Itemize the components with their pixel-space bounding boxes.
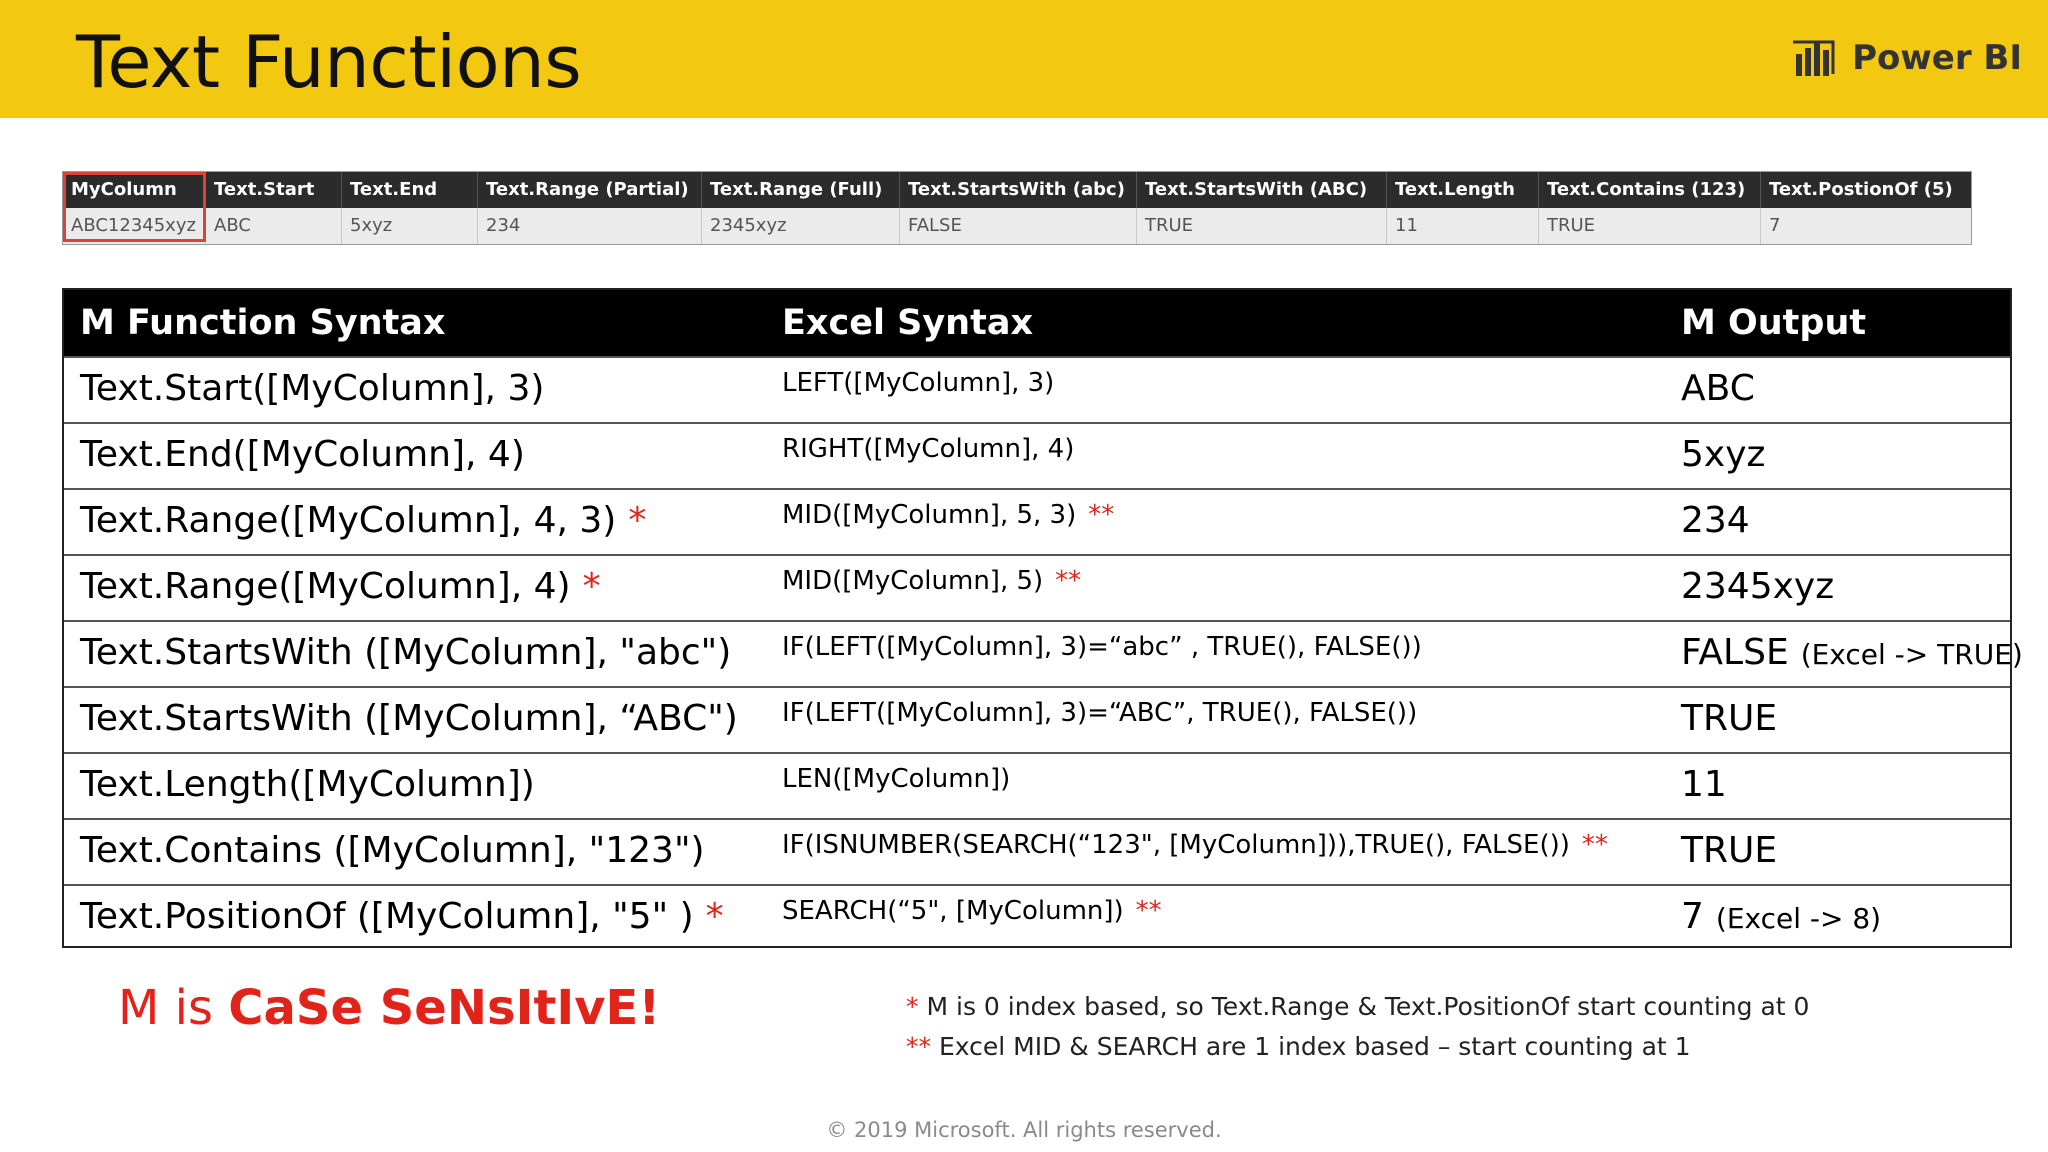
excel-syntax-text: SEARCH(“5", [MyColumn]): [782, 896, 1124, 926]
header-excel-syntax: Excel Syntax: [782, 303, 1034, 343]
m-output-text: 2345xyz: [1681, 566, 1835, 607]
table-row: [64, 620, 2023, 686]
sample-header-cell: Text.Start: [206, 172, 342, 208]
footnote-text: M is 0 index based, so Text.Range & Text.PositionOf start counting at 0: [926, 992, 1810, 1021]
m-syntax-text: Text.Contains ([MyColumn], "123"): [80, 830, 705, 871]
index-footnote-mark: **: [1055, 566, 1082, 596]
excel-syntax-cell: [782, 622, 1422, 686]
m-syntax-cell: [80, 424, 525, 488]
m-syntax-cell: [80, 688, 738, 752]
m-output-cell: [1681, 556, 1834, 620]
m-output-text: 11: [1681, 764, 1727, 805]
logo-text: Power BI: [1852, 38, 2022, 78]
table-row: [64, 884, 2010, 950]
sample-header-cell: Text.Range (Partial): [478, 172, 702, 208]
sample-data-cell: 7: [1769, 215, 1781, 236]
m-syntax-cell: [80, 886, 724, 950]
sample-header-cell: Text.PostionOf (5): [1769, 179, 1953, 200]
sample-data-cell: FALSE: [900, 208, 1137, 244]
copyright: © 2019 Microsoft. All rights reserved.: [826, 1118, 1222, 1142]
index-footnote-mark: **: [1088, 500, 1115, 530]
m-output-text: TRUE: [1681, 830, 1778, 871]
m-output-text: FALSE: [1681, 632, 1789, 673]
table-row: [64, 488, 2010, 554]
m-syntax-text: Text.Range([MyColumn], 4): [80, 566, 571, 607]
m-syntax-text: Text.Range([MyColumn], 4, 3): [80, 500, 617, 541]
excel-syntax-cell: [782, 490, 1114, 554]
excel-syntax-cell: [782, 820, 1608, 884]
table-row: [64, 422, 2010, 488]
m-output-text: ABC: [1681, 368, 1755, 409]
footnote-text: Excel MID & SEARCH are 1 index based – start counting at 1: [939, 1032, 1691, 1061]
sample-header-cell: Text.Range (Full): [702, 172, 900, 208]
footnote-zero-index: [906, 992, 1809, 1021]
sample-header-row: [63, 172, 1971, 208]
m-syntax-cell: [80, 358, 544, 422]
excel-syntax-cell: [782, 556, 1081, 620]
index-footnote-mark: *: [628, 500, 647, 541]
power-bi-icon: [1790, 34, 1838, 82]
table-row: [64, 356, 2010, 422]
table-row: [64, 818, 2010, 884]
excel-output-note: (Excel -> TRUE): [1800, 638, 2023, 671]
m-syntax-text: Text.Start([MyColumn], 3): [80, 368, 545, 409]
case-sensitive-note: [118, 980, 660, 1036]
m-output-cell: [1681, 820, 1777, 884]
case-note-prefix: M is: [118, 980, 214, 1036]
excel-syntax-cell: [782, 754, 1010, 818]
excel-syntax-text: RIGHT([MyColumn], 4): [782, 434, 1075, 464]
header-m-syntax: M Function Syntax: [80, 303, 446, 343]
m-syntax-cell: [80, 490, 646, 554]
m-output-cell: [1681, 886, 1881, 950]
m-output-cell: [1681, 424, 1765, 488]
m-syntax-text: Text.Length([MyColumn]): [80, 764, 535, 805]
footnote-one-index: [906, 1032, 1691, 1061]
m-output-cell: [1681, 622, 2023, 686]
sample-data-cell: ABC12345xyz: [63, 208, 206, 244]
excel-syntax-cell: [782, 424, 1074, 488]
m-syntax-cell: [80, 754, 535, 818]
excel-syntax-text: LEN([MyColumn]): [782, 764, 1011, 794]
function-comparison-table: [62, 288, 2023, 948]
table-row: [64, 752, 2010, 818]
excel-syntax-text: IF(ISNUMBER(SEARCH(“123", [MyColumn])),TRUE(), FALSE()): [782, 830, 1570, 860]
sample-data-table: [62, 171, 1972, 245]
index-footnote-mark: *: [705, 896, 724, 937]
power-bi-logo: [1790, 28, 2022, 88]
m-output-cell: [1681, 754, 1727, 818]
table-header-row: [64, 290, 2010, 356]
m-syntax-cell: [80, 622, 731, 686]
m-output-text: 234: [1681, 500, 1750, 541]
m-output-cell: [1681, 490, 1750, 554]
excel-syntax-cell: [782, 358, 1054, 422]
excel-syntax-cell: [782, 688, 1417, 752]
sample-header-cell: Text.StartsWith (abc): [900, 172, 1137, 208]
excel-syntax-text: MID([MyColumn], 5): [782, 566, 1044, 596]
sample-data-cell: ABC: [206, 208, 342, 244]
excel-syntax-text: LEFT([MyColumn], 3): [782, 368, 1055, 398]
excel-syntax-cell: [782, 886, 1162, 950]
sample-header-cell: Text.End: [342, 172, 478, 208]
sample-data-cell: 2345xyz: [702, 208, 900, 244]
title-banner: [0, 0, 2048, 118]
m-syntax-cell: [80, 556, 601, 620]
table-row: [64, 554, 2010, 620]
sample-header-cell: Text.StartsWith (ABC): [1137, 172, 1387, 208]
case-note-emphasis: CaSe SeNsItIvE!: [228, 980, 661, 1036]
footnote-mark: **: [906, 1032, 931, 1061]
excel-output-note: (Excel -> 8): [1715, 902, 1882, 935]
m-output-text: TRUE: [1681, 698, 1778, 739]
index-footnote-mark: *: [582, 566, 601, 607]
page-title: Text Functions: [76, 20, 582, 104]
excel-syntax-text: IF(LEFT([MyColumn], 3)=“ABC”, TRUE(), FALSE()): [782, 698, 1418, 728]
m-output-text: 5xyz: [1681, 434, 1766, 475]
sample-data-cell: TRUE: [1137, 208, 1387, 244]
sample-data-cell: TRUE: [1539, 208, 1761, 244]
excel-syntax-text: IF(LEFT([MyColumn], 3)=“abc” , TRUE(), FALSE()): [782, 632, 1422, 662]
index-footnote-mark: **: [1581, 830, 1608, 860]
m-output-cell: [1681, 688, 1777, 752]
index-footnote-mark: **: [1135, 896, 1162, 926]
m-syntax-text: Text.StartsWith ([MyColumn], “ABC"): [80, 698, 738, 739]
sample-header-cell: Text.Contains (123): [1539, 172, 1761, 208]
m-syntax-text: Text.StartsWith ([MyColumn], "abc"): [80, 632, 732, 673]
m-syntax-text: Text.PositionOf ([MyColumn], "5" ): [80, 896, 694, 937]
sample-header-cell: Text.Length: [1387, 172, 1539, 208]
sample-data-cell: 11: [1387, 208, 1539, 244]
excel-syntax-text: MID([MyColumn], 5, 3): [782, 500, 1077, 530]
m-output-text: 7: [1681, 896, 1704, 937]
footnote-mark: *: [906, 992, 919, 1021]
sample-data-cell: 5xyz: [342, 208, 478, 244]
table-row: [64, 686, 2010, 752]
m-syntax-cell: [80, 820, 705, 884]
m-syntax-text: Text.End([MyColumn], 4): [80, 434, 525, 475]
sample-data-row: [63, 208, 1971, 244]
sample-data-cell: 234: [478, 208, 702, 244]
m-output-cell: [1681, 358, 1755, 422]
sample-header-cell: MyColumn: [63, 172, 206, 208]
header-m-output: M Output: [1681, 303, 1867, 343]
